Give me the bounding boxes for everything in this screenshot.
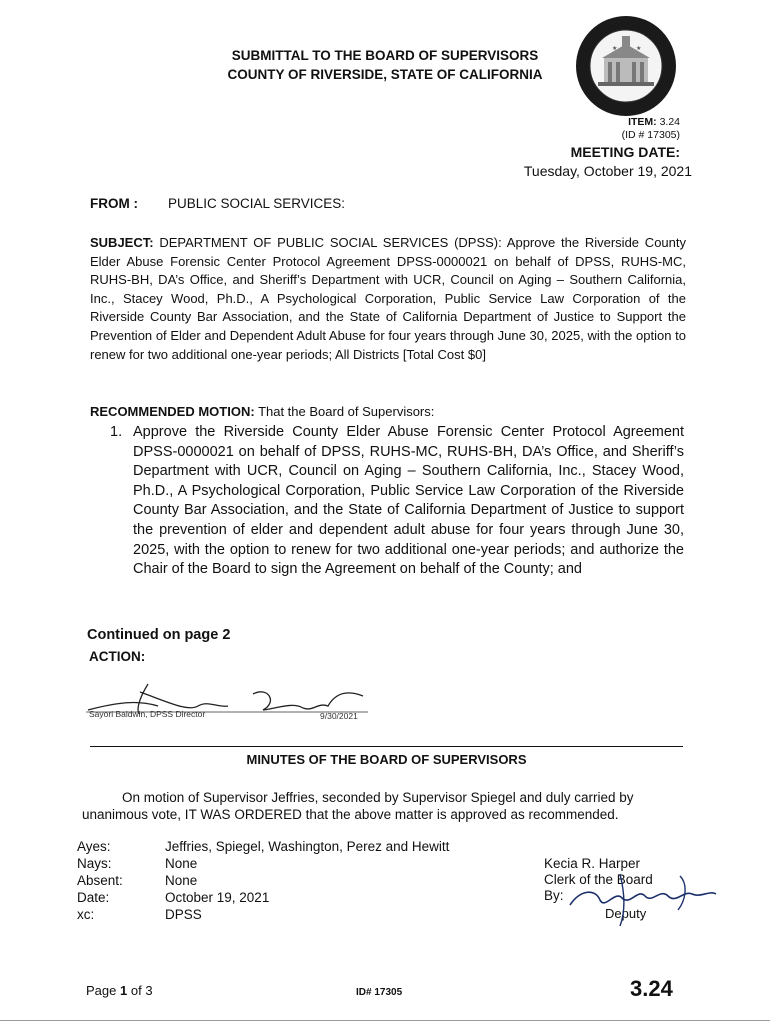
- item-id: (ID # 17305): [621, 129, 680, 141]
- minutes-title: MINUTES OF THE BOARD OF SUPERVISORS: [246, 752, 527, 767]
- page-number: [86, 983, 153, 998]
- clerk-signature: [560, 860, 720, 930]
- motion-item-number: 1.: [110, 424, 123, 440]
- recommended-intro: That the Board of Supervisors:: [258, 404, 435, 419]
- page-total: of 3: [130, 983, 153, 998]
- svg-text:★: ★: [636, 46, 642, 52]
- vote-label-absent: Absent:: [77, 873, 123, 888]
- recommended-label: RECOMMENDED MOTION:: [90, 404, 255, 419]
- page-bottom-edge: [0, 1020, 770, 1021]
- vote-label-ayes: Ayes:: [77, 839, 111, 854]
- signature-caption: Sayori Baldwin, DPSS Director: [89, 709, 206, 719]
- footer-item: 3.24: [630, 976, 673, 1001]
- clerk-name: Kecia R. Harper: [544, 856, 641, 871]
- vote-values: [165, 838, 449, 923]
- subject-text: DEPARTMENT OF PUBLIC SOCIAL SERVICES (DPSS): Approve the Riverside County Elder Abuse Forensic Center Protocol Agreement DPSS-0000021 on behalf of DPSS, RUHS-MC, RUHS-BH, DA’s Office, and Sheriff’s Department with UCR, Council on Aging – Southern California, Inc., Stacey Wood, Ph.D., A Psychological Corporation, Public Service Law Corporation of the Riverside County Bar Association, and the State of California Department of Justice to Support the Prevention of Elder and Dependent Adult Abuse for four years through June 30, 2025, with the option to renew for two additional one-year periods; All Districts [Total Cost $0]: [90, 235, 686, 362]
- signature-date: 9/30/2021: [320, 711, 358, 721]
- svg-text:★: ★: [612, 46, 618, 52]
- from-value: PUBLIC SOCIAL SERVICES:: [168, 196, 346, 211]
- vote-value-nays: None: [165, 856, 198, 871]
- header-line-2: COUNTY OF RIVERSIDE, STATE OF CALIFORNIA: [227, 67, 543, 82]
- section-divider: [90, 746, 683, 747]
- recommended-motion: [90, 404, 434, 419]
- clerk-deputy: Deputy: [605, 906, 647, 921]
- footer-id: ID# 17305: [356, 987, 403, 998]
- page-current: 1: [120, 983, 128, 998]
- clerk-by: By:: [544, 888, 564, 903]
- subject-paragraph: [90, 234, 686, 364]
- vote-value-ayes: Jeffries, Spiegel, Washington, Perez and Hewitt: [165, 839, 450, 854]
- minutes-motion-line-1: On motion of Supervisor Jeffries, seconded by Supervisor Spiegel and duly carried by: [122, 790, 634, 805]
- continued-note: Continued on page 2: [87, 627, 231, 643]
- motion-item-text: Approve the Riverside County Elder Abuse Forensic Center Protocol Agreement DPSS-0000021 on behalf of DPSS, RUHS-MC, RUHS-BH, DA’s Office, and Sheriff’s Department with UCR, Council on Aging – Southern California, Inc., Stacey Wood, Ph.D., A Psychological Corporation, Public Service Law Corporation of the Riverside County Bar Association, and the State of California Department of Justice to support the prevention of elder and dependent adult abuse for four years through June 30, 2025, with the option to renew for two additional one-year periods; and authorize the Chair of the Board to sign the Agreement on behalf of the County; and: [133, 424, 684, 578]
- item-number: [560, 116, 680, 129]
- vote-label-nays: Nays:: [77, 856, 112, 871]
- vote-label-date: Date:: [77, 890, 110, 905]
- minutes-motion-line-2: unanimous vote, IT WAS ORDERED that the above matter is approved as recommended.: [82, 807, 619, 822]
- action-label: ACTION:: [89, 649, 146, 664]
- vote-value-date: October 19, 2021: [165, 890, 270, 905]
- clerk-title: Clerk of the Board: [544, 872, 653, 887]
- page-prefix: Page: [86, 983, 117, 998]
- item-label: ITEM:: [628, 116, 657, 128]
- vote-labels: [77, 838, 123, 923]
- vote-label-xc: xc:: [77, 907, 95, 922]
- meeting-date-label: MEETING DATE:: [570, 144, 680, 160]
- from-label: FROM :: [90, 196, 138, 211]
- county-seal: [574, 14, 678, 118]
- vote-value-xc: DPSS: [165, 907, 202, 922]
- meeting-date: Tuesday, October 19, 2021: [523, 163, 692, 179]
- item-value: 3.24: [659, 116, 680, 128]
- subject-label: SUBJECT:: [90, 235, 154, 250]
- minutes-motion: [82, 789, 682, 823]
- header-line-1: SUBMITTAL TO THE BOARD OF SUPERVISORS: [231, 48, 539, 63]
- vote-value-absent: None: [165, 873, 198, 888]
